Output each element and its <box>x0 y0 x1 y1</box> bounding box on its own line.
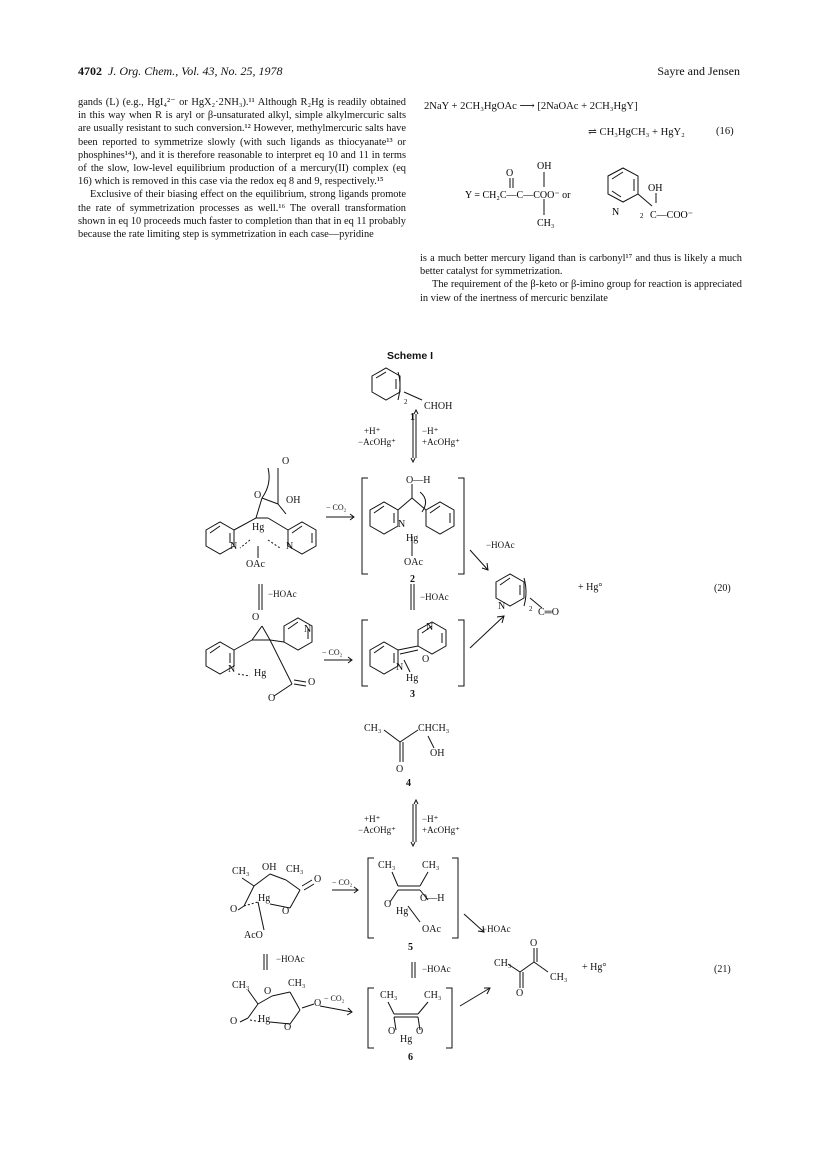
label-plus-acohg: +AcOHg⁺ <box>422 437 460 447</box>
compound-label-4: 4 <box>406 778 411 789</box>
label-o: O <box>416 1026 424 1037</box>
compound-2-structure <box>370 484 454 556</box>
compound-label-1: 1 <box>410 412 415 423</box>
label-o: O <box>314 874 322 885</box>
label-hg: Hg <box>400 1034 413 1045</box>
label-oh: OH <box>286 495 301 506</box>
compound-1-structure <box>372 368 422 400</box>
label-ch3: CH₃ <box>378 860 396 871</box>
label-minus-co2: − CO₂ <box>332 878 353 887</box>
label-n: N <box>396 662 404 673</box>
label-o: O <box>396 764 404 775</box>
equation-16-line-2: ⇌ CH₃HgCH₃ + HgY₂ <box>588 127 685 138</box>
equation-16-line-1: 2NaY + 2CH₃HgOAc ⟶ [2NaOAc + 2CH₃HgY] <box>424 101 638 112</box>
label-n: N <box>304 624 312 635</box>
label-minus-hoac: −HOAc <box>422 964 451 974</box>
label-o: O <box>282 906 290 917</box>
running-header-left <box>78 64 283 79</box>
label-ch3: CH₃ <box>380 990 398 1001</box>
label-ch3: CH₃ <box>424 990 442 1001</box>
label-n: N <box>228 664 236 675</box>
label-o: O <box>252 612 260 623</box>
label-minus-acohg: −AcOHg⁺ <box>358 437 396 447</box>
label-oac: OAc <box>246 559 265 570</box>
label-oh: OH <box>262 862 277 873</box>
compound-label-6: 6 <box>408 1052 413 1063</box>
cyclic-intermediate-d <box>240 990 314 1024</box>
label-o: O <box>314 998 322 1009</box>
journal-citation: J. Org. Chem., Vol. 43, No. 25, 1978 <box>108 64 283 78</box>
label-o: O <box>264 986 272 997</box>
label-o: O <box>388 1026 396 1037</box>
label-hg0: + Hg° <box>578 582 603 593</box>
label-ch3: CH₃ <box>494 958 512 969</box>
label-minus-h: −H⁺ <box>422 426 439 436</box>
label-hg: Hg <box>254 668 267 679</box>
label-o: O <box>282 456 290 467</box>
cyclic-intermediate-b <box>206 618 312 696</box>
label-plus-acohg: +AcOHg⁺ <box>422 825 460 835</box>
equation-16-number: (16) <box>716 126 734 137</box>
compound-label-5: 5 <box>408 942 413 953</box>
label-n: N <box>498 601 506 612</box>
y-def-coo: C—COO⁻ <box>650 210 694 221</box>
label-minus-co2: − CO₂ <box>326 503 347 512</box>
scheme-title: Scheme I <box>386 350 434 362</box>
label-hg: Hg <box>252 522 265 533</box>
right-column <box>420 252 742 305</box>
label-plus-h: +H⁺ <box>364 814 381 824</box>
label-o-h: O—H <box>406 475 431 486</box>
label-chch3: CHCH₃ <box>418 723 450 734</box>
label-minus-hoac: −HOAc <box>268 589 297 599</box>
label-aco: AcO <box>244 930 263 941</box>
equation-20-number: (20) <box>714 583 731 594</box>
label-minus-hoac: −HOAc <box>276 954 305 964</box>
label-n: N <box>230 541 238 552</box>
running-header-authors: Sayre and Jensen <box>657 64 740 78</box>
label-ch3: CH₃ <box>232 980 250 991</box>
label-o: O <box>284 1022 292 1033</box>
paragraph: The requirement of the β-keto or β-imino group for reaction is appreciated in view of the inertness of mercuric benzilate <box>420 279 742 304</box>
label-ch3: CH₃ <box>288 978 306 989</box>
biacetyl-product <box>508 948 548 988</box>
page-number: 4702 <box>78 64 102 78</box>
label-sub2: 2 <box>529 605 533 613</box>
label-ch3: CH₃ <box>422 860 440 871</box>
label-ch3: CH₃ <box>364 723 382 734</box>
label-oh: OH <box>430 748 445 759</box>
label-hg: Hg <box>258 893 271 904</box>
label-ch3: CH₃ <box>550 972 568 983</box>
label-minus-co2: − CO₂ <box>322 648 343 657</box>
label-o: O <box>530 938 538 949</box>
label-oac: OAc <box>404 557 423 568</box>
y-def-sub2: 2 <box>640 212 644 220</box>
y-def-o: O <box>506 168 514 179</box>
y-def-ch3: CH₃ <box>537 218 555 229</box>
y-def-oh2: OH <box>648 183 663 194</box>
cyclic-intermediate-c <box>238 874 314 930</box>
y-def-line: Y = CH₂C—C—COO⁻ or <box>465 190 571 201</box>
label-hg: Hg <box>406 673 419 684</box>
compound-label-3: 3 <box>410 689 415 700</box>
label-ch3: CH₃ <box>232 866 250 877</box>
label-o: O <box>268 693 276 704</box>
y-def-n: N <box>612 207 620 218</box>
compound-4-structure <box>384 730 434 762</box>
label-hg: Hg <box>406 533 419 544</box>
y-def-oh: OH <box>537 161 552 172</box>
label-o: O <box>254 490 262 501</box>
label-hg: Hg <box>258 1014 271 1025</box>
left-column <box>78 96 406 241</box>
label-n: N <box>398 519 406 530</box>
label-minus-h: −H⁺ <box>422 814 439 824</box>
label-minus-hoac: −HOAc <box>486 540 515 550</box>
label-plus-h: +H⁺ <box>364 426 381 436</box>
label-oac: OAc <box>422 924 441 935</box>
label-o: O <box>230 1016 238 1027</box>
label-sub2: 2 <box>404 398 408 406</box>
label-ch3: CH₃ <box>286 864 304 875</box>
label-chohtext: CHOH <box>424 401 453 412</box>
cyclic-intermediate-a <box>206 468 316 558</box>
label-hg0: + Hg° <box>582 962 607 973</box>
label-minus-hoac: −HOAc <box>420 592 449 602</box>
label-n: N <box>286 541 294 552</box>
label-o: O <box>422 654 430 665</box>
label-o-h: O—H <box>420 893 445 904</box>
label-c-eq-o: C═O <box>538 607 559 618</box>
equation-21-number: (21) <box>714 964 731 975</box>
label-n: N <box>426 622 434 633</box>
paragraph: is a much better mercury ligand than is carbonyl¹⁷ and thus is likely a much better catalyst for symmetrization. <box>420 253 742 278</box>
label-minus-co2: − CO₂ <box>324 994 345 1003</box>
label-o: O <box>384 899 392 910</box>
label-minus-acohg: −AcOHg⁺ <box>358 825 396 835</box>
label-o: O <box>230 904 238 915</box>
paragraph: Exclusive of their biasing effect on the equilibrium, strong ligands promote the rate of symmetrization processes as well.¹⁶ The overall transformation shown in eq 10 proceeds much faster to completion than that in eq 11 probably because the rate limiting step is symmetrization in each case—pyridine <box>78 189 406 241</box>
compound-label-2: 2 <box>410 574 415 585</box>
label-minus-hoac: −HOAc <box>482 924 511 934</box>
compound-3-structure <box>370 622 446 674</box>
paragraph: gands (L) (e.g., HgI₄²⁻ or HgX₂·2NH₃).¹¹ Although R₂Hg is readily obtained in this way when R is aryl or β-unsaturated alkyl, simple alkylmercuric salts are usually resistant to such conversion.¹² However, methylmercuric salts have been reported to symmetrize slowly (with such ligands as thiocyanate¹³ or phosphines¹⁴), and it is therefore reasonable to interpret eq 10 and 11 in terms of the slow, low-level equilibrium production of a mercury(II) complex (eq 16) which is removed in this case via the redox eq 8 and 9, respectively.¹⁵ <box>78 97 406 188</box>
label-o: O <box>308 677 316 688</box>
label-o: O <box>516 988 524 999</box>
label-hg: Hg <box>396 906 409 917</box>
